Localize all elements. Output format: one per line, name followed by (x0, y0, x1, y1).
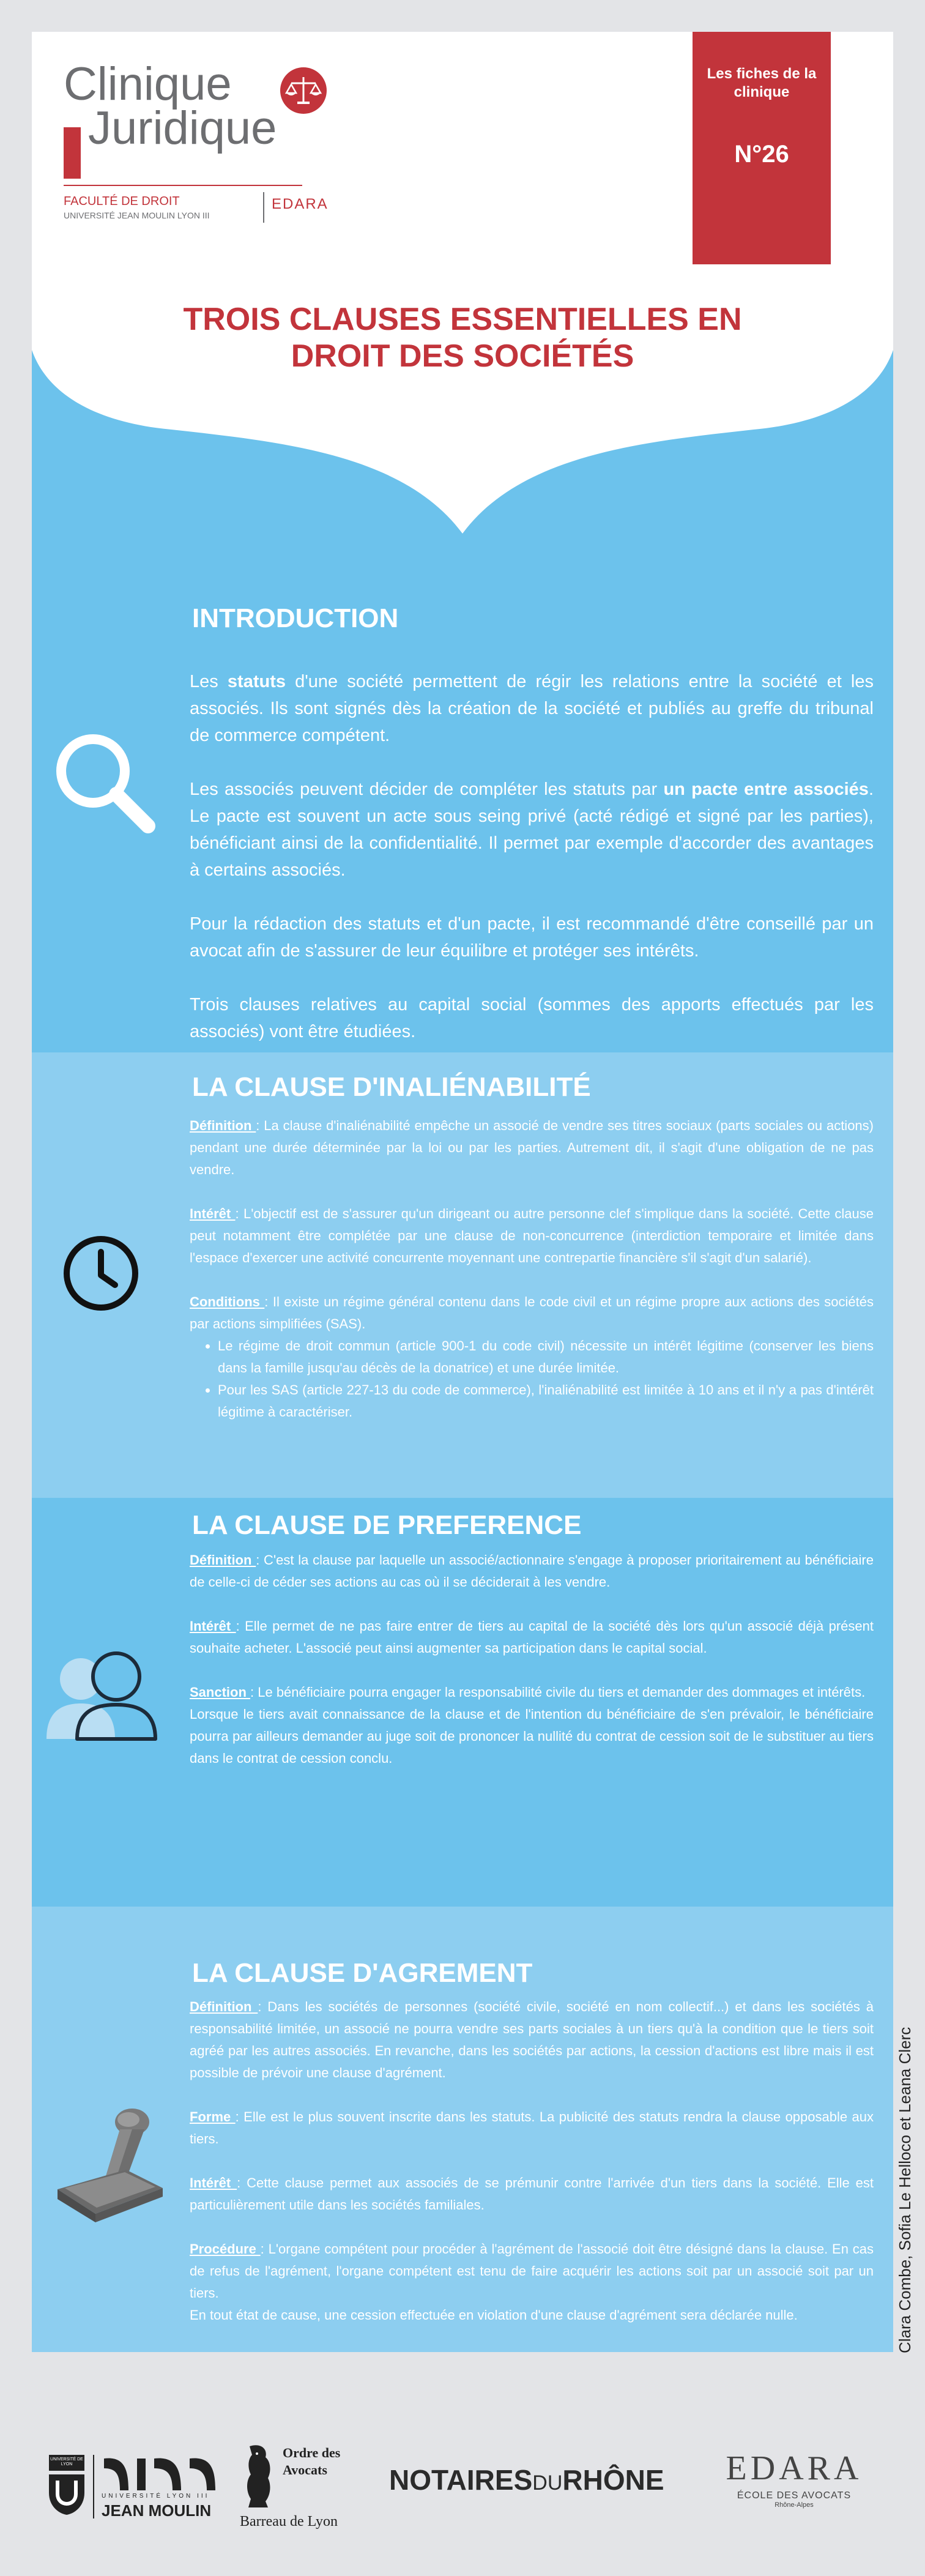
fiche-number: N°26 (734, 141, 789, 168)
notaires-b: DU (532, 2471, 563, 2495)
ujm-mark-icon (102, 2455, 218, 2490)
procedure-text: : L'organe compétent pour procéder à l'agrément de l'associé doit être désigné dans la clause. En cas de refus de l'agrément, l'organe compétent est tenu de faire acquérir les actions soit par un associé soit par un tiers. (190, 2241, 874, 2301)
procedure-label: Procédure (190, 2241, 261, 2257)
section-preference (32, 1498, 893, 1907)
ordre-line1: Ordre des (283, 2445, 341, 2460)
intro-paragraph (190, 668, 874, 749)
ujm-line2: JEAN MOULIN (102, 2501, 212, 2520)
conditions-list (190, 1335, 874, 1423)
definition-text: : Dans les sociétés de personnes (société civile, société en nom collectif...) et dans les sociétés à responsabilité limitée, un associé ne pourra vendre ses parts sociales à un tiers qu'à la condition que le tiers soit agréé par les autres associés. En revanche, dans les sociétés par actions, la cession d'actions est libre mais il est possible de prévoir une clause d'agrément. (190, 1999, 874, 2080)
procedure-paragraph-2: En tout état de cause, une cession effectuée en violation d'une clause d'agrément sera déclarée nulle. (190, 2307, 798, 2323)
definition-text: : La clause d'inaliénabilité empêche un associé de vendre ses titres sociaux (parts sociales ou actions) pendant une durée déterminée par la loi ou par les parties. Autrement dit, il s'agit d'une obligation de ne pas vendre. (190, 1118, 874, 1177)
notaires-a: NOTAIRES (389, 2464, 533, 2496)
section-agrement (32, 1907, 893, 2352)
procedure-paragraph (190, 2238, 874, 2304)
inalienabilite-text (190, 1115, 874, 1423)
definition-paragraph (190, 1549, 874, 1593)
definition-text: : C'est la clause par laquelle un associé/actionnaire s'engage à proposer prioritairement au bénéficiaire de celle-ci de céder ses actions au cas où il se déciderait à les vendre. (190, 1552, 874, 1590)
notaires-c: RHÔNE (562, 2464, 664, 2496)
search-icon (50, 728, 160, 841)
edara-region: Rhône-Alpes (775, 2501, 814, 2509)
ujm-line1: UNIVERSITÉ LYON III (102, 2493, 210, 2500)
sanction-label: Sanction (190, 1684, 251, 1700)
intro-paragraph: Pour la rédaction des statuts et d'un pacte, il est recommandé d'être conseillé par un avocat afin de s'assurer de leur équilibre et protéger ses intérêts. (190, 914, 874, 961)
interet-paragraph (190, 1203, 874, 1269)
interet-paragraph (190, 2172, 874, 2216)
ujm-small: UNIVERSITÉ DE LYON (50, 2457, 83, 2466)
edara-name: EDARA (726, 2449, 863, 2487)
lion-icon (243, 2443, 274, 2510)
ordre-line3: Barreau de Lyon (240, 2514, 338, 2529)
section-title: LA CLAUSE DE PREFERENCE (192, 1510, 582, 1540)
section-inalienabilite (32, 1052, 893, 1498)
forme-paragraph (190, 2106, 874, 2150)
intro-p2-start: Les associés peuvent décider de compléter les statuts par (190, 780, 664, 799)
sanction-paragraph-2: Lorsque le tiers avait connaissance de la clause et de l'intention du bénéficiaire de s'en prévaloir, le bénéficiaire pourra par ailleurs demander au juge soit de prononcer la nullité du contrat de cession soit de le substituer au tiers dans le contrat de cession conclu. (190, 1707, 874, 1766)
interet-text: : Elle permet de ne pas faire entrer de tiers au capital de la société dès lors qu'un associé déjà présent souhaite acheter. L'associé peut ainsi augmenter sa participation dans le capital social. (190, 1618, 874, 1656)
stamp-icon (46, 2098, 169, 2228)
intro-paragraph (190, 776, 874, 884)
sanction-text: : Le bénéficiaire pourra engager la responsabilité civile du tiers et demander des dommages et intérêts. (250, 1684, 866, 1700)
definition-paragraph (190, 1996, 874, 2084)
agrement-text (190, 1996, 874, 2348)
logo-university: UNIVERSITÉ JEAN MOULIN LYON III (64, 210, 210, 220)
users-icon (44, 1650, 166, 1744)
conditions-paragraph (190, 1291, 874, 1335)
page-title: TROIS CLAUSES ESSENTIELLES EN DROIT DES SOCIÉTÉS (183, 302, 742, 374)
interet-text: : Cette clause permet aux associés de se prémunir contre l'arrivée d'un tiers dans la société. Elle est particulièrement utile dans les sociétés familiales. (190, 2175, 874, 2213)
ordre-line2: Avocats (283, 2462, 327, 2477)
forme-text: : Elle est le plus souvent inscrite dans les statuts. La publicité des statuts rendra la clause opposable aux tiers. (190, 2109, 874, 2146)
section-title: INTRODUCTION (192, 603, 399, 633)
interet-text: : L'objectif est de s'assurer qu'un dirigeant ou autre personne clef s'implique dans la société. Cette clause peut notamment être complétée par une clause de non-concurrence (interdiction temporaire et limitée dans l'espace d'exercer une activité concurrente moyennant une contrepartie financière s'il s'agit d'un salarié). (190, 1206, 874, 1265)
conditions-text: : Il existe un régime général contenu dans le code civil et un régime propre aux actions des sociétés par actions simplifiées (SAS). (190, 1294, 874, 1331)
intro-p1-end: d'une société permettent de régir les relations entre la société et les associés. Ils sont signés dès la création de la société et publiés au greffe du tribunal de commerce compétent. (190, 672, 874, 745)
section-title: LA CLAUSE D'AGREMENT (192, 1958, 533, 1988)
forme-label: Forme (190, 2109, 236, 2124)
logo-faculty: FACULTÉ DE DROIT (64, 195, 180, 208)
fiche-badge (693, 32, 831, 264)
intro-p2-bold: un pacte entre associés (663, 780, 869, 799)
interet-label: Intérêt (190, 1618, 236, 1634)
logo-divider (64, 185, 302, 186)
scale-icon (280, 67, 327, 114)
fiche-panel (32, 32, 893, 2352)
logo-notaires (389, 2463, 664, 2496)
definition-paragraph (190, 1115, 874, 1181)
logo-line2: Juridique (88, 102, 277, 154)
definition-label: Définition (190, 1118, 256, 1133)
logo-accent-bar (64, 127, 81, 179)
section-title: LA CLAUSE D'INALIÉNABILITÉ (192, 1072, 591, 1102)
list-item: • Pour les SAS (article 227-13 du code de commerce), l'inaliénabilité est limitée à 10 ans et il n'y a pas d'intérêt légitime à caractériser. (218, 1379, 874, 1423)
list-item: • Le régime de droit commun (article 900-1 du code civil) nécessite un intérêt légitime (conserver les biens dans la famille jusqu'au décès de la donatrice) et une durée limitée. (218, 1335, 874, 1379)
logo-separator (263, 192, 264, 223)
conditions-label: Conditions (190, 1294, 265, 1309)
preference-text (190, 1549, 874, 1792)
edara-sub: ÉCOLE DES AVOCATS (737, 2490, 852, 2501)
fiche-label: Les fiches de la clinique (707, 65, 817, 100)
section-introduction (32, 564, 893, 1052)
logo-wordmark (64, 58, 277, 154)
interet-label: Intérêt (190, 1206, 236, 1221)
credits-text: Clara Combe, Sofia Le Helloco et Leana Clerc (896, 2027, 914, 2353)
intro-text (190, 668, 874, 1072)
footer-partners (0, 2386, 925, 2529)
intro-p2-end: . Le pacte est souvent un acte sous seing privé (acté rédigé et signé par les parties), bénéficiant ainsi de la confidentialité. Il permet par exemple d'accorder des avantages à certains associés. (190, 780, 874, 880)
interet-paragraph (190, 1615, 874, 1659)
ujm-divider (93, 2455, 94, 2518)
sanction-paragraph (190, 1681, 874, 1703)
interet-label: Intérêt (190, 2175, 237, 2191)
definition-label: Définition (190, 1552, 256, 1568)
intro-p1-start: Les (190, 672, 228, 691)
logo-edara-footer (715, 2450, 874, 2509)
logo-edara: EDARA (272, 196, 329, 212)
definition-label: Définition (190, 1999, 258, 2014)
clock-icon (61, 1234, 141, 1316)
intro-paragraph: Trois clauses relatives au capital social (sommes des apports effectués par les associés) vont être étudiées. (190, 995, 874, 1041)
intro-p1-bold: statuts (227, 672, 286, 691)
logo-line1: Clinique (64, 58, 232, 110)
